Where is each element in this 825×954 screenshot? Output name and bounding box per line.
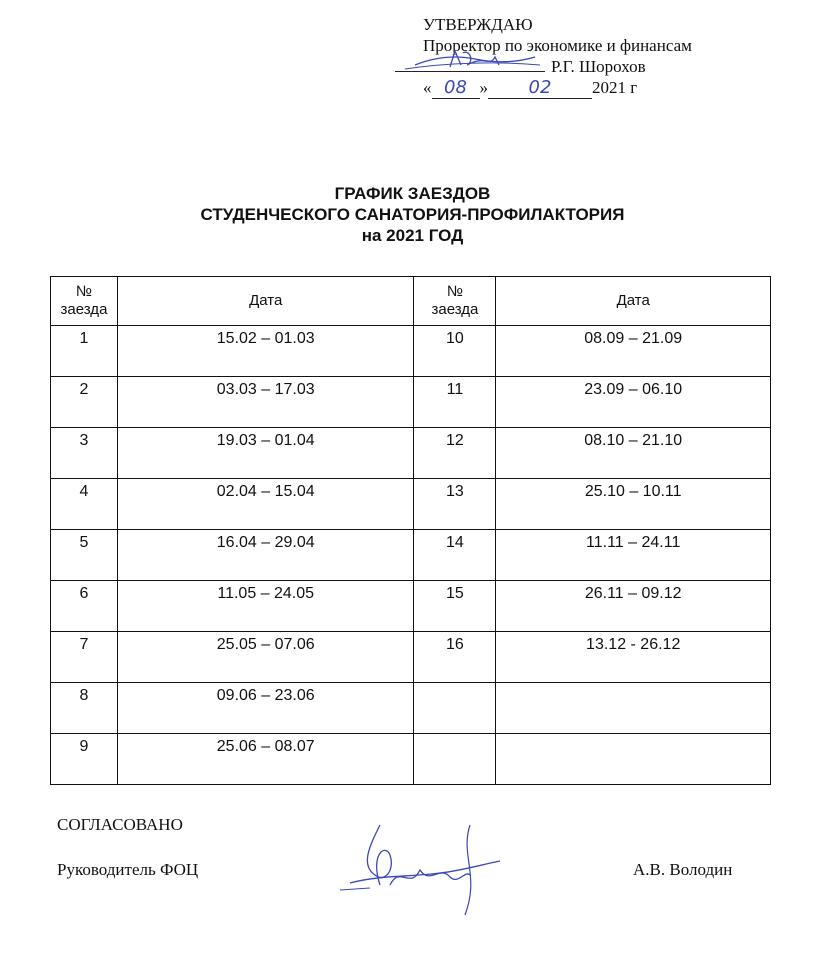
schedule-table	[50, 276, 771, 785]
cell-number-right: 11	[414, 377, 496, 428]
header-number-left	[51, 277, 118, 326]
approval-name: Р.Г. Шорохов	[551, 57, 646, 76]
table-row	[51, 632, 771, 683]
cell-number-right: 10	[414, 326, 496, 377]
cell-number-left: 5	[51, 530, 118, 581]
agreed-signature	[340, 815, 510, 925]
cell-number-left: 7	[51, 632, 118, 683]
agreed-position: Руководитель ФОЦ	[57, 860, 199, 879]
cell-date-left: 11.05 – 24.05	[117, 581, 414, 632]
table-row	[51, 683, 771, 734]
table-row	[51, 326, 771, 377]
date-month: 02	[488, 77, 592, 99]
table-row	[51, 581, 771, 632]
title-line-2: СТУДЕНЧЕСКОГО САНАТОРИЯ-ПРОФИЛАКТОРИЯ	[200, 205, 625, 224]
header-num-symbol: №	[446, 283, 463, 300]
header-date-right: Дата	[496, 277, 771, 326]
cell-number-left: 4	[51, 479, 118, 530]
approval-block	[423, 14, 692, 99]
cell-number-left: 9	[51, 734, 118, 785]
header-num-word: заезда	[60, 301, 108, 318]
cell-number-left: 3	[51, 428, 118, 479]
header-number-right	[414, 277, 496, 326]
document-title	[0, 183, 825, 246]
cell-date-right	[496, 734, 771, 785]
cell-number-right: 12	[414, 428, 496, 479]
table-row	[51, 479, 771, 530]
cell-number-right: 16	[414, 632, 496, 683]
cell-date-left: 25.05 – 07.06	[117, 632, 414, 683]
agreed-name: А.В. Володин	[633, 860, 733, 879]
date-year: 2021 г	[592, 78, 638, 97]
cell-date-left: 02.04 – 15.04	[117, 479, 414, 530]
cell-date-right: 23.09 – 06.10	[496, 377, 771, 428]
title-line-3: на 2021 ГОД	[361, 226, 464, 245]
cell-date-left: 15.02 – 01.03	[117, 326, 414, 377]
header-date-left: Дата	[117, 277, 414, 326]
approval-heading: УТВЕРЖДАЮ	[423, 15, 533, 34]
table-row	[51, 377, 771, 428]
approval-signature-row	[395, 56, 664, 77]
cell-number-right	[414, 734, 496, 785]
approval-signature-line	[395, 57, 545, 72]
cell-date-right: 25.10 – 10.11	[496, 479, 771, 530]
cell-number-right	[414, 683, 496, 734]
header-num-word: заезда	[431, 301, 479, 318]
date-open-quote: «	[423, 78, 432, 97]
table-row	[51, 530, 771, 581]
cell-number-left: 6	[51, 581, 118, 632]
cell-date-right	[496, 683, 771, 734]
cell-date-right: 13.12 - 26.12	[496, 632, 771, 683]
cell-date-left: 25.06 – 08.07	[117, 734, 414, 785]
approval-position: Проректор по экономике и финансам	[423, 36, 692, 55]
cell-number-right: 14	[414, 530, 496, 581]
cell-date-right: 08.09 – 21.09	[496, 326, 771, 377]
cell-date-right: 26.11 – 09.12	[496, 581, 771, 632]
agreed-heading: СОГЛАСОВАНО	[57, 815, 183, 834]
cell-date-left: 03.03 – 17.03	[117, 377, 414, 428]
cell-date-left: 16.04 – 29.04	[117, 530, 414, 581]
cell-number-left: 8	[51, 683, 118, 734]
table-row	[51, 428, 771, 479]
date-close-quote: »	[479, 78, 488, 97]
approval-date	[423, 77, 692, 99]
cell-date-left: 19.03 – 01.04	[117, 428, 414, 479]
cell-date-right: 11.11 – 24.11	[496, 530, 771, 581]
table-row	[51, 734, 771, 785]
title-line-1: ГРАФИК ЗАЕЗДОВ	[334, 184, 491, 203]
cell-date-right: 08.10 – 21.10	[496, 428, 771, 479]
cell-date-left: 09.06 – 23.06	[117, 683, 414, 734]
cell-number-left: 1	[51, 326, 118, 377]
date-day: 08	[432, 77, 480, 99]
approval-signature	[395, 47, 545, 73]
header-num-symbol: №	[75, 283, 93, 300]
cell-number-right: 15	[414, 581, 496, 632]
table-header-row	[51, 277, 771, 326]
cell-number-right: 13	[414, 479, 496, 530]
cell-number-left: 2	[51, 377, 118, 428]
